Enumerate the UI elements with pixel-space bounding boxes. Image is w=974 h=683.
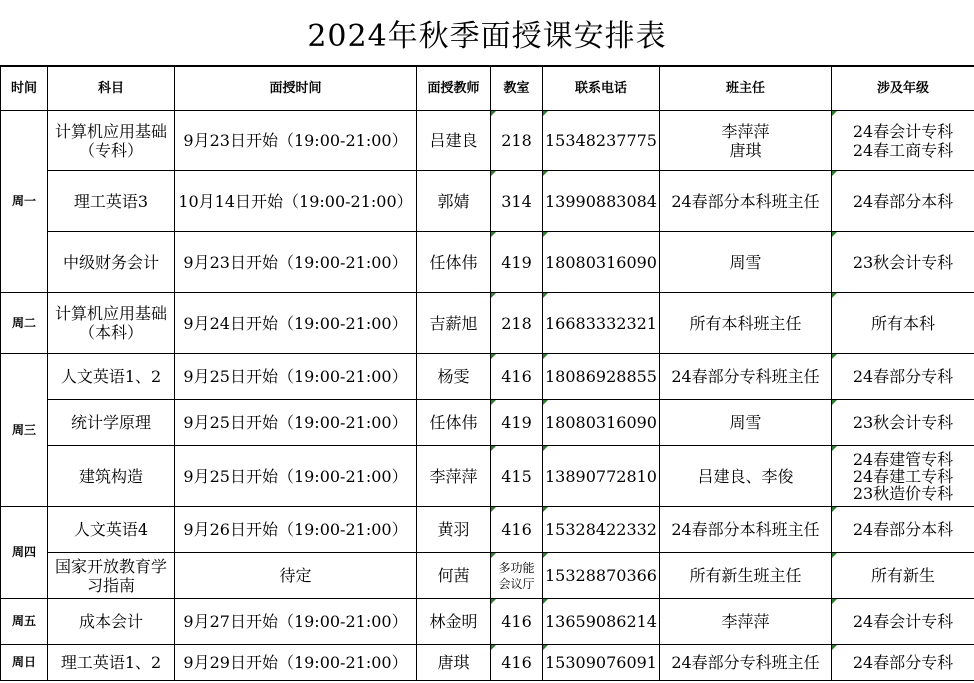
header-phone: 联系电话 <box>543 67 660 111</box>
table-row <box>1 400 974 446</box>
table-row <box>1 446 974 507</box>
teacher-cell: 吕建良 <box>417 111 491 171</box>
subject-cell: 建筑构造 <box>48 446 175 507</box>
day-cell: 周二 <box>1 293 48 354</box>
subject-cell: 成本会计 <box>48 599 175 645</box>
phone-cell: 13990883084 <box>543 171 660 232</box>
page-title: 2024年秋季面授课安排表 <box>0 0 974 66</box>
table-row <box>1 171 974 232</box>
session-time-cell: 9月23日开始（19:00-21:00） <box>175 111 417 171</box>
subject-cell: 理工英语3 <box>48 171 175 232</box>
grade-cell: 24春会计专科 <box>832 599 974 645</box>
session-time-cell: 9月29日开始（19:00-21:00） <box>175 645 417 681</box>
room-cell: 多功能 会议厅 <box>491 553 543 599</box>
table-row <box>1 645 974 681</box>
session-time-cell: 9月25日开始（19:00-21:00） <box>175 400 417 446</box>
subject-cell: 计算机应用基础 （本科） <box>48 293 175 354</box>
room-cell: 218 <box>491 293 543 354</box>
session-time-cell: 9月24日开始（19:00-21:00） <box>175 293 417 354</box>
grade-cell: 24春部分本科 <box>832 507 974 553</box>
teacher-cell: 黄羽 <box>417 507 491 553</box>
subject-cell: 计算机应用基础 （专科） <box>48 111 175 171</box>
header-room: 教室 <box>491 67 543 111</box>
phone-cell: 15328870366 <box>543 553 660 599</box>
room-cell: 218 <box>491 111 543 171</box>
header-head-teacher: 班主任 <box>660 67 832 111</box>
head-teacher-cell: 周雪 <box>660 400 832 446</box>
day-cell: 周一 <box>1 111 48 293</box>
day-cell: 周三 <box>1 354 48 507</box>
grade-cell: 24春部分专科 <box>832 354 974 400</box>
head-teacher-cell: 24春部分本科班主任 <box>660 507 832 553</box>
teacher-cell: 郭婧 <box>417 171 491 232</box>
session-time-cell: 9月25日开始（19:00-21:00） <box>175 446 417 507</box>
phone-cell: 15309076091 <box>543 645 660 681</box>
room-cell: 416 <box>491 599 543 645</box>
teacher-cell: 李萍萍 <box>417 446 491 507</box>
session-time-cell: 10月14日开始（19:00-21:00） <box>175 171 417 232</box>
phone-cell: 13659086214 <box>543 599 660 645</box>
head-teacher-cell: 24春部分本科班主任 <box>660 171 832 232</box>
head-teacher-cell: 李萍萍 <box>660 599 832 645</box>
header-session-time: 面授时间 <box>175 67 417 111</box>
day-cell: 周四 <box>1 507 48 599</box>
subject-cell: 统计学原理 <box>48 400 175 446</box>
room-cell: 416 <box>491 354 543 400</box>
head-teacher-cell: 24春部分专科班主任 <box>660 645 832 681</box>
subject-cell: 国家开放教育学 习指南 <box>48 553 175 599</box>
session-time-cell: 9月26日开始（19:00-21:00） <box>175 507 417 553</box>
teacher-cell: 吉薪旭 <box>417 293 491 354</box>
phone-cell: 15328422332 <box>543 507 660 553</box>
grade-cell: 所有本科 <box>832 293 974 354</box>
header-subject: 科目 <box>48 67 175 111</box>
teacher-cell: 唐琪 <box>417 645 491 681</box>
header-time: 时间 <box>1 67 48 111</box>
head-teacher-cell: 所有新生班主任 <box>660 553 832 599</box>
table-row <box>1 293 974 354</box>
session-time-cell: 9月27日开始（19:00-21:00） <box>175 599 417 645</box>
table-row <box>1 354 974 400</box>
room-cell: 416 <box>491 645 543 681</box>
grade-cell: 23秋会计专科 <box>832 400 974 446</box>
room-cell: 415 <box>491 446 543 507</box>
schedule-table <box>0 66 974 681</box>
day-cell: 周五 <box>1 599 48 645</box>
subject-cell: 理工英语1、2 <box>48 645 175 681</box>
table-row <box>1 507 974 553</box>
session-time-cell: 待定 <box>175 553 417 599</box>
phone-cell: 18080316090 <box>543 232 660 293</box>
table-row <box>1 232 974 293</box>
session-time-cell: 9月23日开始（19:00-21:00） <box>175 232 417 293</box>
grade-cell: 24春部分本科 <box>832 171 974 232</box>
subject-cell: 中级财务会计 <box>48 232 175 293</box>
head-teacher-cell: 吕建良、李俊 <box>660 446 832 507</box>
phone-cell: 15348237775 <box>543 111 660 171</box>
table-row <box>1 111 974 171</box>
teacher-cell: 杨雯 <box>417 354 491 400</box>
room-cell: 419 <box>491 400 543 446</box>
phone-cell: 18080316090 <box>543 400 660 446</box>
phone-cell: 18086928855 <box>543 354 660 400</box>
header-teacher: 面授教师 <box>417 67 491 111</box>
room-cell: 314 <box>491 171 543 232</box>
grade-cell: 24春会计专科 24春工商专科 <box>832 111 974 171</box>
head-teacher-cell: 周雪 <box>660 232 832 293</box>
phone-cell: 16683332321 <box>543 293 660 354</box>
room-cell: 419 <box>491 232 543 293</box>
teacher-cell: 何茜 <box>417 553 491 599</box>
head-teacher-cell: 李萍萍 唐琪 <box>660 111 832 171</box>
grade-cell: 所有新生 <box>832 553 974 599</box>
header-row <box>1 67 974 111</box>
subject-cell: 人文英语4 <box>48 507 175 553</box>
grade-cell: 24春部分专科 <box>832 645 974 681</box>
teacher-cell: 林金明 <box>417 599 491 645</box>
head-teacher-cell: 所有本科班主任 <box>660 293 832 354</box>
day-cell: 周日 <box>1 645 48 681</box>
head-teacher-cell: 24春部分专科班主任 <box>660 354 832 400</box>
teacher-cell: 任体伟 <box>417 400 491 446</box>
grade-cell: 23秋会计专科 <box>832 232 974 293</box>
table-row <box>1 599 974 645</box>
teacher-cell: 任体伟 <box>417 232 491 293</box>
subject-cell: 人文英语1、2 <box>48 354 175 400</box>
table-row <box>1 553 974 599</box>
phone-cell: 13890772810 <box>543 446 660 507</box>
session-time-cell: 9月25日开始（19:00-21:00） <box>175 354 417 400</box>
room-cell: 416 <box>491 507 543 553</box>
header-grade: 涉及年级 <box>832 67 974 111</box>
grade-cell: 24春建管专科 24春建工专科 23秋造价专科 <box>832 446 974 507</box>
